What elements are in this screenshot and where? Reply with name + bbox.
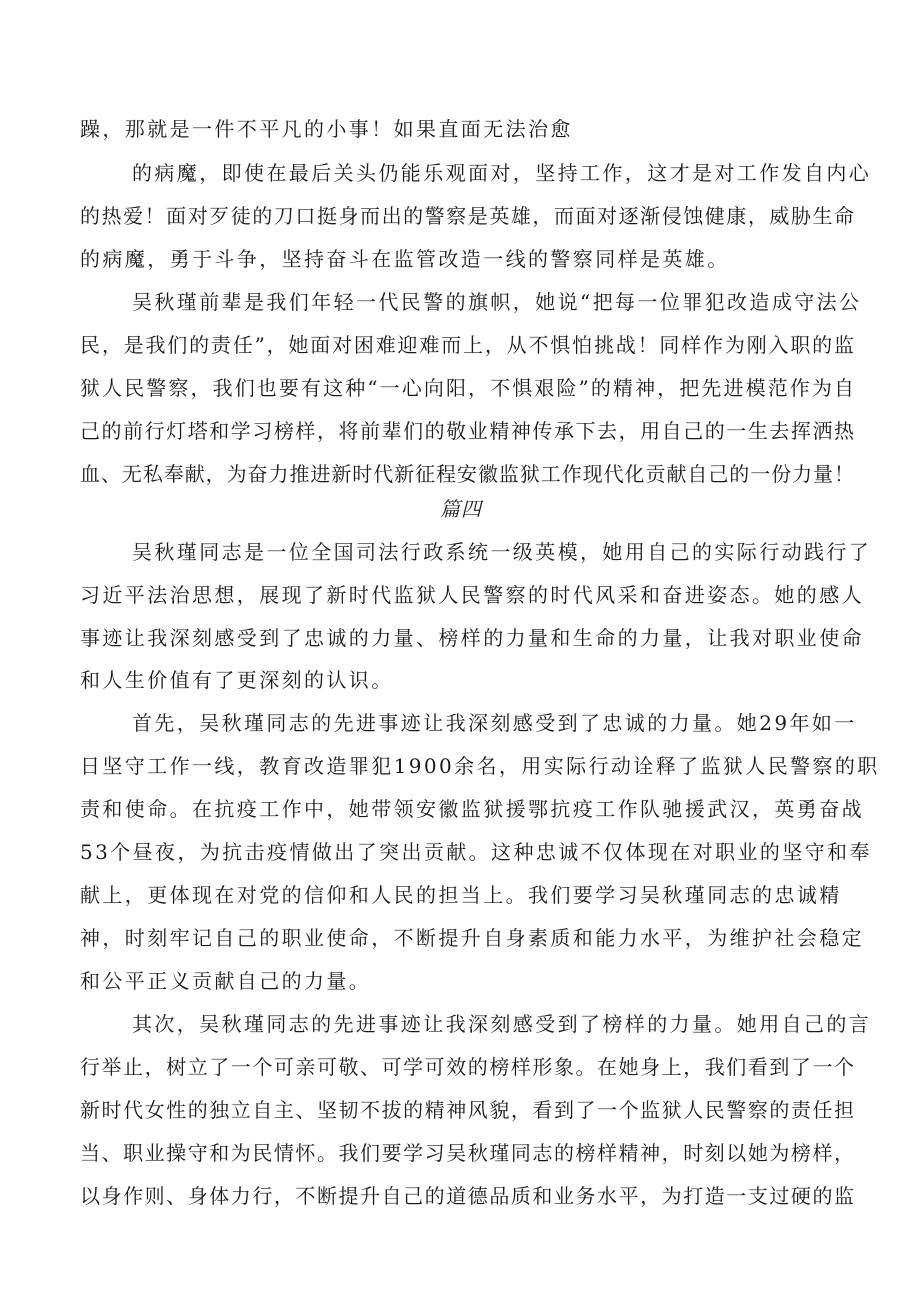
text-line: 日坚守工作一线，教育改造罪犯1900余名，用实际行动诠释了监狱人民警察的职 xyxy=(80,754,880,778)
text-line: 的热爱！面对歹徒的刀口挺身而出的警察是英雄，而面对逐渐侵蚀健康，威胁生命 xyxy=(80,204,854,228)
text-line: 和公平正义贡献自己的力量。 xyxy=(80,969,372,993)
text-line: 责和使命。在抗疫工作中，她带领安徽监狱援鄂抗疫工作队驰援武汉，英勇奋战 xyxy=(80,797,864,821)
text-line: 习近平法治思想，展现了新时代监狱人民警察的时代风采和奋进姿态。她的感人 xyxy=(80,583,864,607)
text-line: 53个昼夜，为抗击疫情做出了突出贡献。这种忠诚不仅体现在对职业的坚守和奉 xyxy=(80,840,872,864)
text-line: 躁，那就是一件不平凡的小事！如果直面无法治愈 xyxy=(80,117,573,141)
section-title: 篇四 xyxy=(440,497,482,521)
text-line: 其次，吴秋瑾同志的先进事迹让我深刻感受到了榜样的力量。她用自己的言 xyxy=(132,1012,872,1036)
text-line: 新时代女性的独立自主、坚韧不拔的精神风貌，看到了一个监狱人民警察的责任担 xyxy=(80,1098,854,1122)
text-line: 神，时刻牢记自己的职业使命，不断提升自身素质和能力水平，为维护社会稳定 xyxy=(80,926,864,950)
text-line: 事迹让我深刻感受到了忠诚的力量、榜样的力量和生命的力量，让我对职业使命 xyxy=(80,626,864,650)
text-line: 献上，更体现在对党的信仰和人民的担当上。我们要学习吴秋瑾同志的忠诚精 xyxy=(80,883,842,907)
text-line: 狱人民警察，我们也要有这种“一心向阳，不惧艰险”的精神，把先进模范作为自 xyxy=(80,376,854,400)
text-line: 吴秋瑾前辈是我们年轻一代民警的旗帜，她说“把每一位罪犯改造成守法公 xyxy=(132,290,862,314)
text-line: 行举止，树立了一个可亲可敬、可学可效的榜样形象。在她身上，我们看到了一个 xyxy=(80,1055,854,1079)
text-line: 血、无私奉献，为奋力推进新时代新征程安徽监狱工作现代化贡献自己的一份力量！ xyxy=(80,462,854,486)
text-line: 己的前行灯塔和学习榜样，将前辈们的敬业精神传承下去，用自己的一生去挥洒热 xyxy=(80,419,854,443)
text-line: 的病魔，即使在最后关头仍能乐观面对，坚持工作，这才是对工作发自内心 xyxy=(132,161,872,185)
text-line: 的病魔，勇于斗争，坚持奋斗在监管改造一线的警察同样是英雄。 xyxy=(80,247,730,271)
text-line: 和人生价值有了更深刻的认识。 xyxy=(80,668,394,692)
text-line: 吴秋瑾同志是一位全国司法行政系统一级英模，她用自己的实际行动践行了 xyxy=(132,540,872,564)
text-line: 首先，吴秋瑾同志的先进事迹让我深刻感受到了忠诚的力量。她29年如一 xyxy=(132,711,857,735)
text-line: 以身作则、身体力行，不断提升自己的道德品质和业务水平，为打造一支过硬的监 xyxy=(80,1184,854,1208)
text-line: 民，是我们的责任”，她面对困难迎难而上，从不惧怕挑战！同样作为刚入职的监 xyxy=(80,333,854,357)
text-line: 当、职业操守和为民情怀。我们要学习吴秋瑾同志的榜样精神，时刻以她为榜样， xyxy=(80,1141,854,1165)
